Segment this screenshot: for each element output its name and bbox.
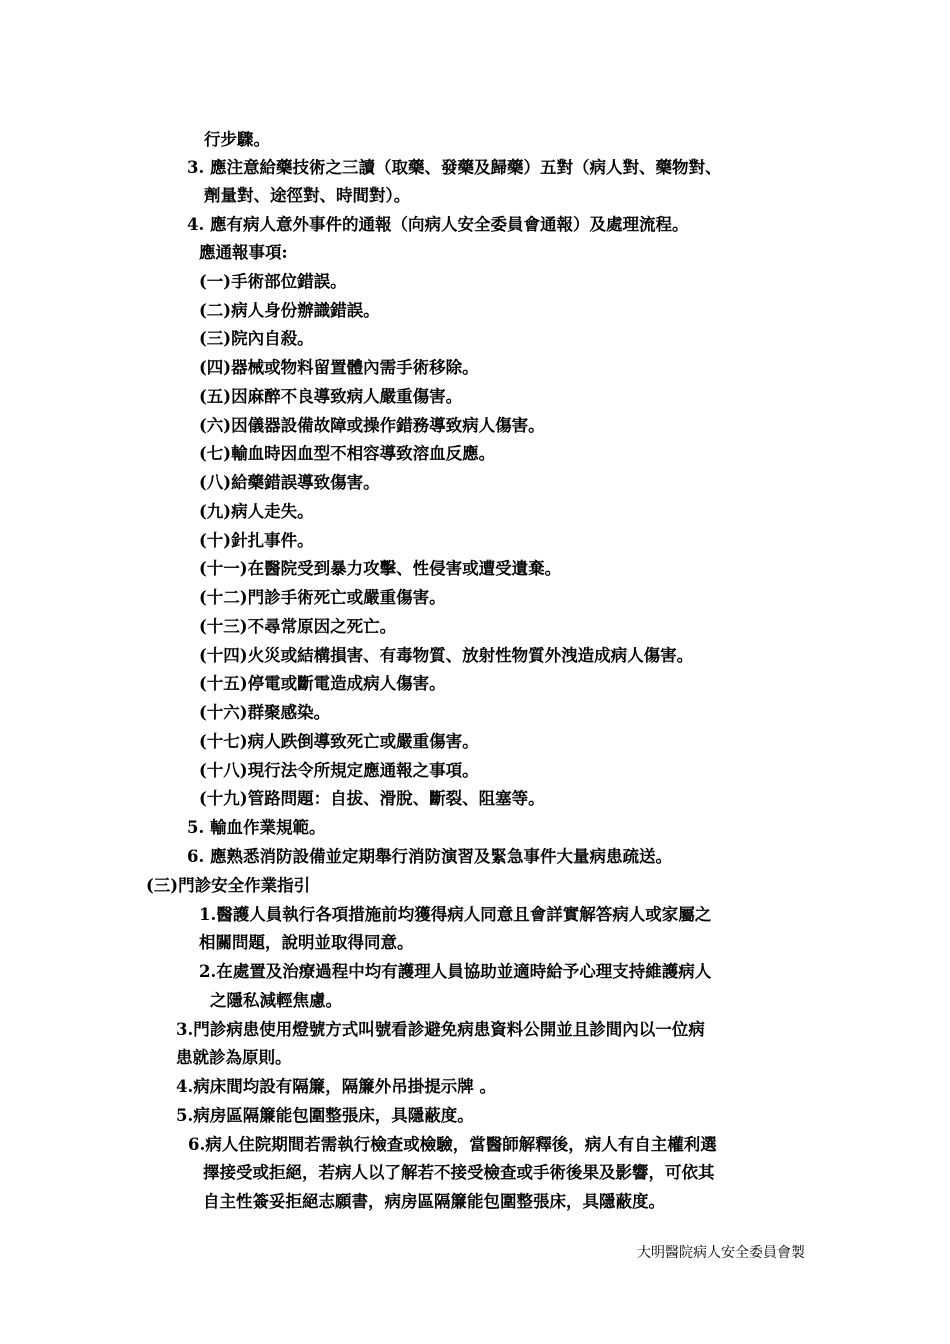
- text-line: 劑量對、途徑對、時間對）。: [204, 186, 411, 205]
- report-item: (十)針扎事件。: [199, 531, 314, 550]
- text-line: 擇接受或拒絕，若病人以了解若不接受檢查或手術後果及影響，可依其: [203, 1163, 715, 1182]
- list-item-6: 6. 應熟悉消防設備並定期舉行消防演習及緊急事件大量病患疏送。: [187, 847, 672, 866]
- list-item-4: 4. 應有病人意外事件的通報（向病人安全委員會通報）及處理流程。: [187, 215, 689, 234]
- guideline-item-5: 5.病房區隔簾能包圍整張床，具隱蔽度。: [176, 1106, 474, 1125]
- text-line: 自主性簽妥拒絕志願書，病房區隔簾能包圍整張床，具隱蔽度。: [203, 1192, 665, 1211]
- report-item: (九)病人走失。: [199, 502, 314, 521]
- report-item: (五)因麻醉不良導致病人嚴重傷害。: [199, 387, 463, 406]
- report-item: (十五)停電或斷電造成病人傷害。: [199, 674, 446, 693]
- report-item: (七)輸血時因血型不相容導致溶血反應。: [199, 444, 496, 463]
- guideline-item-6: 6.病人住院期間若需執行檢查或檢驗，當醫師解釋後，病人有自主權利選: [188, 1135, 717, 1154]
- report-item: (十九)管路問題：自拔、滑脫、斷裂、阻塞等。: [199, 789, 545, 808]
- guideline-item-2: 2.在處置及治療過程中均有護理人員協助並適時給予心理支持維護病人: [199, 962, 712, 981]
- section-heading: (三)門診安全作業指引: [146, 876, 311, 895]
- section-heading: 應通報事項:: [199, 243, 288, 262]
- report-item: (十六)群聚感染。: [199, 703, 331, 722]
- footer-credit: 大明醫院病人安全委員會製: [637, 1245, 805, 1261]
- text-line: 患就診為原則。: [176, 1048, 292, 1067]
- report-item: (六)因儀器設備故障或操作錯務導致病人傷害。: [199, 416, 545, 435]
- report-item: (十三)不尋常原因之死亡。: [199, 617, 397, 636]
- report-item: (十一)在醫院受到暴力攻擊、性侵害或遭受遺棄。: [199, 559, 562, 578]
- report-item: (一)手術部位錯誤。: [199, 272, 347, 291]
- report-item: (十八)現行法令所規定應通報之事項。: [199, 761, 479, 780]
- guideline-item-3: 3.門診病患使用燈號方式叫號看診避免病患資料公開並且診間內以一位病: [176, 1020, 705, 1039]
- text-line: 之隱私減輕焦慮。: [210, 991, 342, 1010]
- guideline-item-4: 4.病床間均設有隔簾，隔簾外吊掛提示牌 。: [176, 1077, 496, 1096]
- list-item-3: 3. 應注意給藥技術之三讀（取藥、發藥及歸藥）五對（病人對、藥物對、: [187, 158, 722, 177]
- guideline-item-1: 1.醫護人員執行各項措施前均獲得病人同意且會詳實解答病人或家屬之: [199, 905, 712, 924]
- report-item: (三)院內自殺。: [199, 329, 314, 348]
- report-item: (二)病人身份辦識錯誤。: [199, 301, 380, 320]
- report-item: (四)器械或物料留置體內需手術移除。: [199, 358, 479, 377]
- report-item: (八)給藥錯誤導致傷害。: [199, 473, 380, 492]
- report-item: (十二)門診手術死亡或嚴重傷害。: [199, 588, 446, 607]
- text-line: 行步驟。: [204, 130, 270, 149]
- report-item: (十四)火災或結構損害、有毒物質、放射性物質外洩造成病人傷害。: [199, 646, 694, 665]
- list-item-5: 5. 輸血作業規範。: [187, 818, 326, 837]
- report-item: (十七)病人跌倒導致死亡或嚴重傷害。: [199, 732, 479, 751]
- text-line: 相關問題，說明並取得同意。: [199, 933, 414, 952]
